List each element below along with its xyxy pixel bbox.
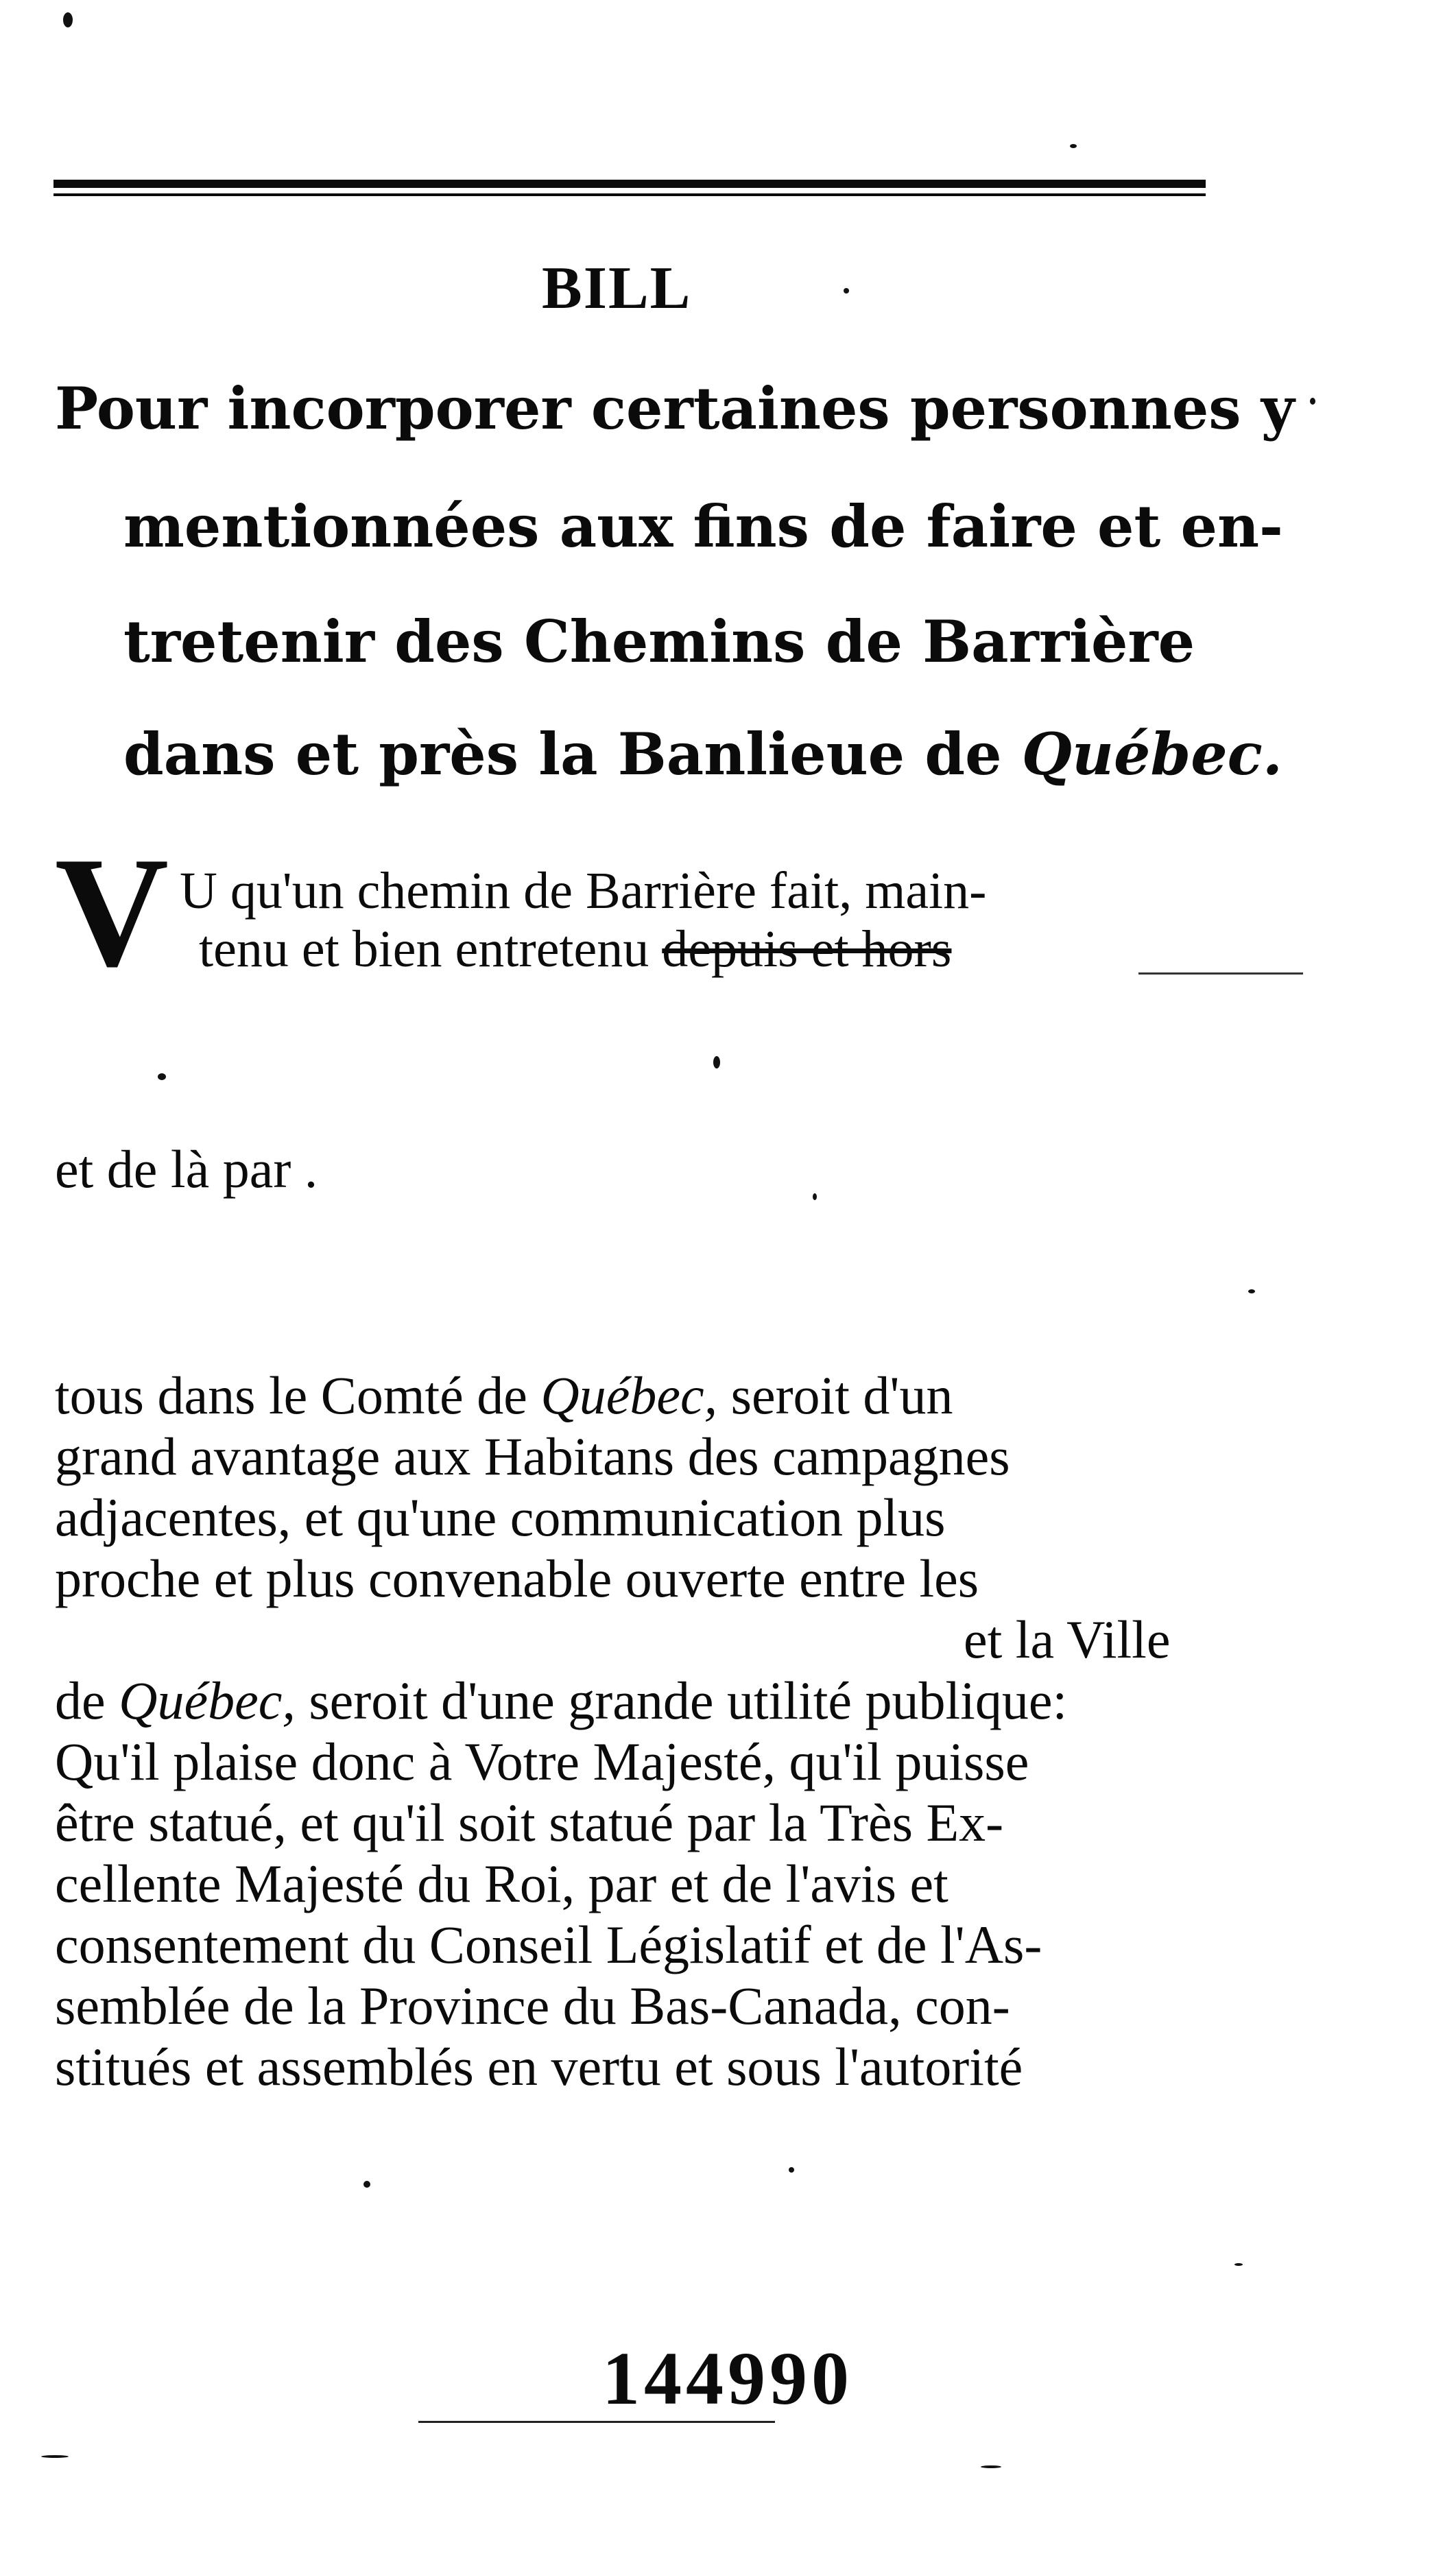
scan-speck [363, 2181, 370, 2188]
catalog-number: 144990 [602, 2337, 853, 2420]
body-line-2: grand avantage aux Habitans des campagnes [55, 1426, 1010, 1486]
scan-speck [63, 12, 73, 27]
document-title: BILL [542, 255, 692, 322]
heading-line-3: tretenir des Chemins de Barrière [123, 608, 1195, 676]
scan-speck [789, 2167, 794, 2173]
body-line-1-b: seroit d'un [717, 1365, 953, 1425]
scan-speck [1310, 398, 1315, 405]
body-line-5: et la Ville [964, 1610, 1171, 1669]
scan-speck [1234, 2263, 1243, 2266]
gap-line: et de là par . [55, 1139, 318, 1199]
scan-speck [813, 1193, 817, 1200]
body-line-9: cellente Majesté du Roi, par et de l'avis et [55, 1854, 948, 1913]
heading-line-1: Pour incorporer certaines personnes y [55, 374, 1295, 442]
body-line-1-place: Québec, [540, 1365, 718, 1425]
scan-speck [41, 2455, 69, 2458]
body-line-6-place: Québec, [119, 1671, 296, 1730]
body-line-1-a: tous dans le Comté de [55, 1365, 541, 1425]
struck-text: depuis et hors [662, 920, 952, 978]
blank-fill-line [1138, 972, 1303, 975]
heading-line-2: mentionnées aux fins de faire et en- [123, 492, 1283, 560]
body-line-8: être statué, et qu'il soit statué par la Très Ex- [55, 1793, 1004, 1852]
body-line-6-a: de [55, 1671, 119, 1730]
body-line-1 [55, 1365, 953, 1426]
heading-line-4 [123, 721, 1282, 787]
body-line-7: Qu'il plaise donc à Votre Majesté, qu'il puisse [55, 1732, 1029, 1791]
body-line-6 [55, 1670, 1067, 1731]
body-line-10: consentement du Conseil Législatif et de l'As- [55, 1915, 1042, 1974]
para1-line-2-text: tenu et bien entretenu [199, 920, 663, 978]
header-rule-thin [53, 193, 1206, 196]
drop-cap: V [55, 824, 169, 999]
body-line-3: adjacentes, et qu'une communication plus [55, 1487, 946, 1547]
para1-line-1: U qu'un chemin de Barrière fait, main- [180, 862, 987, 920]
scan-speck [1070, 144, 1077, 148]
scan-speck [844, 288, 849, 294]
scan-speck [158, 1073, 166, 1080]
para1-line-2 [199, 919, 951, 979]
scan-speck [713, 1056, 720, 1068]
scan-speck [981, 2465, 1001, 2468]
body-line-11: semblée de la Province du Bas-Canada, con- [55, 1976, 1010, 2035]
body-line-12: stitués et assemblés en vertu et sous l'autorité [55, 2037, 1023, 2096]
scan-speck [1248, 1289, 1255, 1293]
heading-place-name: Québec. [1021, 720, 1283, 788]
body-line-4: proche et plus convenable ouverte entre les [55, 1549, 979, 1608]
body-line-6-b: seroit d'une grande utilité publique: [295, 1671, 1068, 1730]
heading-line-4-text: dans et près la Banlieue de [123, 720, 1022, 788]
catalog-underline [418, 2421, 775, 2423]
header-rule-thick [53, 180, 1206, 188]
